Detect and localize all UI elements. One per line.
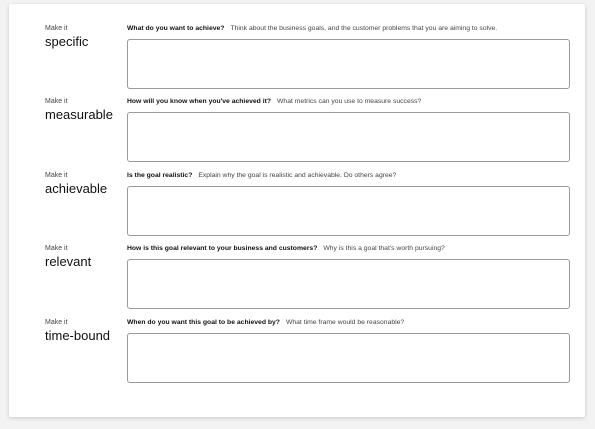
smart-goals-sheet (9, 4, 585, 417)
goal-question: How will you know when you've achieved it? (127, 98, 271, 105)
row-label (45, 97, 140, 123)
make-it-label: Make it (45, 319, 68, 326)
row-content (127, 244, 572, 253)
goal-row-specific (9, 24, 585, 94)
goal-prompt (127, 24, 572, 33)
row-label (45, 318, 140, 344)
goal-row-measurable (9, 97, 585, 167)
goal-question: What do you want to achieve? (127, 25, 225, 32)
goal-question: When do you want this goal to be achieved by? (127, 319, 280, 326)
goal-adjective: specific (45, 34, 89, 49)
goal-hint: What time frame would be reasonable? (285, 319, 405, 326)
goal-prompt (127, 171, 572, 180)
goal-adjective: time-bound (45, 328, 111, 343)
row-label (45, 171, 140, 197)
goal-adjective: achievable (45, 181, 108, 196)
row-content (127, 171, 572, 180)
goal-hint: Explain why the goal is realistic and achievable. Do others agree? (198, 172, 397, 179)
goal-row-time-bound (9, 318, 585, 388)
make-it-label: Make it (45, 172, 68, 179)
answer-box-time-bound[interactable] (127, 333, 570, 383)
goal-prompt (127, 244, 572, 253)
make-it-label: Make it (45, 98, 68, 105)
row-content (127, 24, 572, 33)
goal-prompt (127, 97, 572, 106)
row-content (127, 97, 572, 106)
goal-row-achievable (9, 171, 585, 241)
make-it-label: Make it (45, 25, 68, 32)
answer-box-achievable[interactable] (127, 186, 570, 236)
answer-box-specific[interactable] (127, 39, 570, 89)
make-it-label: Make it (45, 245, 68, 252)
goal-question: How is this goal relevant to your business and customers? (127, 245, 318, 252)
goal-row-relevant (9, 244, 585, 314)
answer-box-measurable[interactable] (127, 112, 570, 162)
row-label (45, 24, 140, 50)
goal-adjective: relevant (45, 254, 92, 269)
goal-hint: Why is this a goal that's worth pursuing? (323, 245, 445, 252)
goal-hint: What metrics can you use to measure success? (277, 98, 422, 105)
goal-prompt (127, 318, 572, 327)
goal-hint: Think about the business goals, and the customer problems that you are aiming to solve. (230, 25, 498, 32)
answer-box-relevant[interactable] (127, 259, 570, 309)
goal-question: Is the goal realistic? (127, 172, 193, 179)
row-label (45, 244, 140, 270)
goal-adjective: measurable (45, 107, 113, 122)
row-content (127, 318, 572, 327)
